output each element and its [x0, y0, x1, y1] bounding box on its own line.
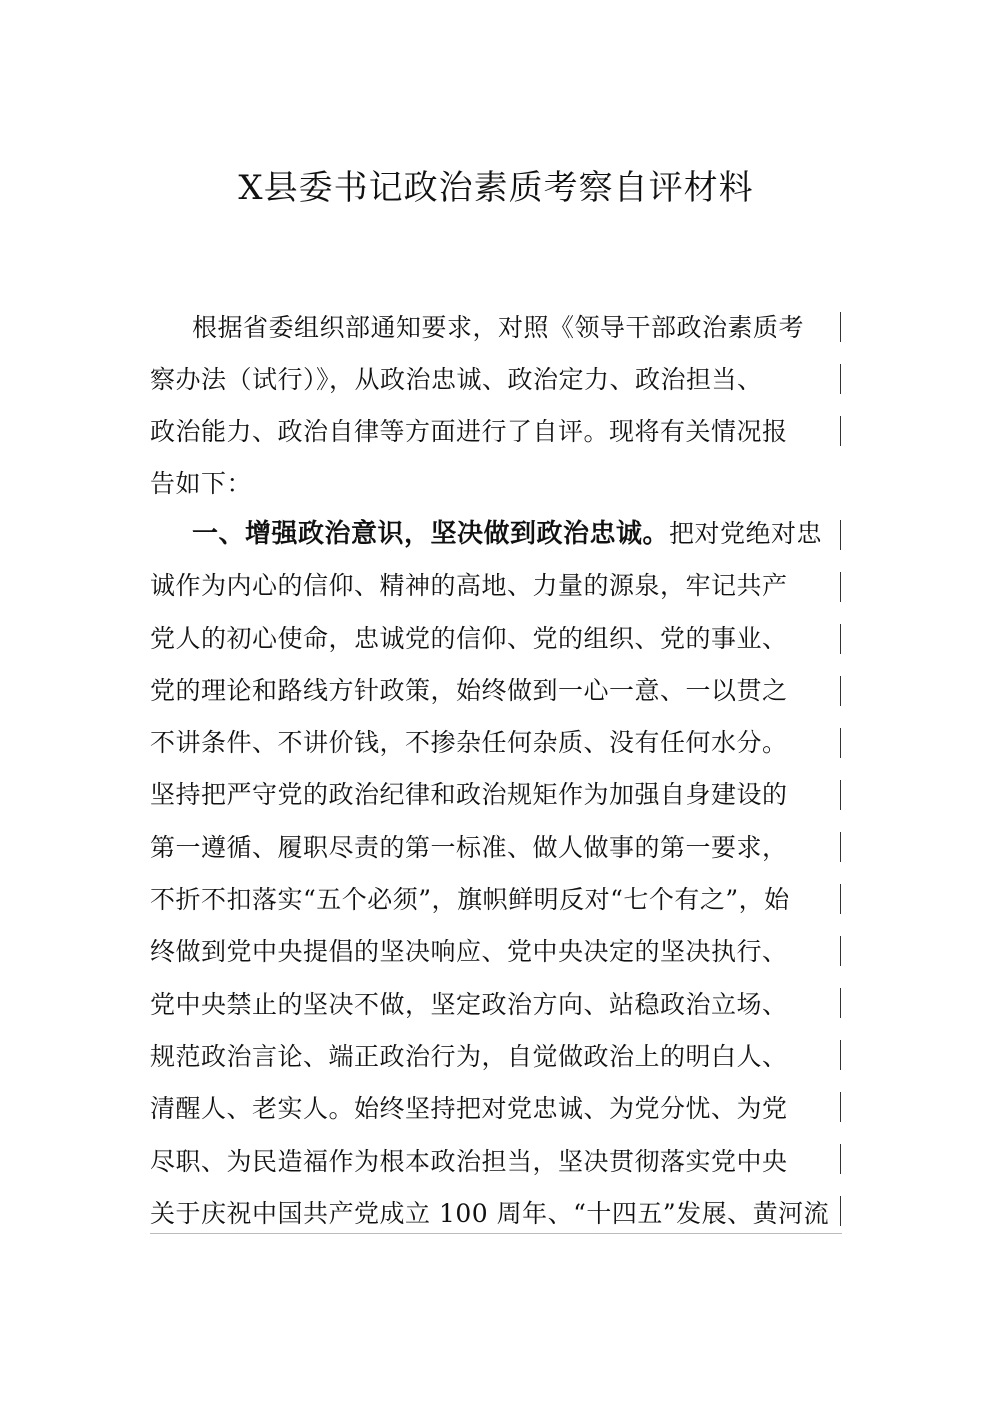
text-line: 坚持把严守党的政治纪律和政治规矩作为加强自身建设的 — [150, 780, 788, 810]
section-1-first-line — [150, 508, 840, 560]
margin-marker — [840, 832, 841, 862]
text-line: 察办法（试行）》，从政治忠诚、政治定力、政治担当、 — [150, 365, 763, 394]
text-line: 告如下： — [150, 469, 253, 498]
margin-marker — [840, 624, 841, 654]
margin-marker — [840, 676, 841, 706]
margin-marker — [840, 936, 841, 966]
document-title: X县委书记政治素质考察自评材料 — [238, 168, 754, 208]
margin-marker — [840, 1196, 841, 1226]
margin-marker — [840, 780, 841, 810]
text-line: 党中央禁止的坚决不做，坚定政治方向、站稳政治立场、 — [150, 989, 788, 1019]
margin-marker — [840, 884, 841, 914]
margin-marker — [840, 728, 841, 758]
intro-paragraph — [150, 302, 840, 510]
margin-marker — [840, 1144, 841, 1174]
text-line: 尽职、为民造福作为根本政治担当，坚决贯彻落实党中央 — [150, 1146, 788, 1176]
margin-marker — [840, 1092, 841, 1122]
text-line: 根据省委组织部通知要求，对照《领导干部政治素质考 — [192, 313, 805, 342]
text-line: 诚作为内心的信仰、精神的高地、力量的源泉，牢记共产 — [150, 571, 788, 601]
margin-marker — [840, 988, 841, 1018]
bottom-divider — [150, 1233, 842, 1234]
text-line: 规范政治言论、端正政治行为，自觉做政治上的明白人、 — [150, 1041, 788, 1071]
margin-marker — [840, 520, 841, 550]
text-line: 关于庆祝中国共产党成立 100 周年、“十四五”发展、黄河流 — [150, 1198, 830, 1228]
margin-marker — [840, 312, 841, 342]
text-line: 终做到党中央提倡的坚决响应、党中央决定的坚决执行、 — [150, 937, 788, 967]
text-line: 第一遵循、履职尽责的第一标准、做人做事的第一要求， — [150, 832, 788, 862]
margin-marker — [840, 572, 841, 602]
margin-marker — [840, 1040, 841, 1070]
text-line: 党的理论和路线方针政策，始终做到一心一意、一以贯之 — [150, 675, 788, 705]
text-line: 不折不扣落实“五个必须”，旗帜鲜明反对“七个有之”，始 — [150, 885, 790, 915]
text-span: 把对党绝对忠 — [669, 519, 823, 548]
margin-marker — [840, 364, 841, 394]
text-line: 政治能力、政治自律等方面进行了自评。现将有关情况报 — [150, 417, 788, 446]
margin-marker — [840, 416, 841, 446]
text-line: 不讲条件、不讲价钱，不掺杂任何杂质、没有任何水分。 — [150, 728, 788, 758]
section-1-paragraph — [150, 508, 840, 1240]
text-line: 党人的初心使命，忠诚党的信仰、党的组织、党的事业、 — [150, 623, 788, 653]
text-line: 清醒人、老实人。始终坚持把对党忠诚、为党分忧、为党 — [150, 1094, 788, 1124]
section-1-heading: 一、增强政治意识，坚决做到政治忠诚。 — [192, 519, 670, 549]
